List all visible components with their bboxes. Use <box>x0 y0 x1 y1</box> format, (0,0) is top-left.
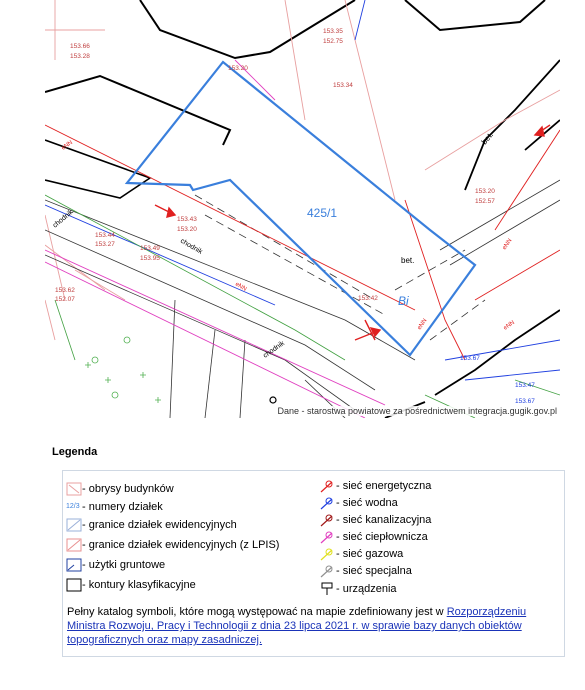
legend-item-classification: - kontury klasyfikacyjne <box>66 577 196 593</box>
map-attribution: Dane - starostwa powiatowe za pośrednictwem integracja.gugik.gov.pl <box>275 406 560 416</box>
svg-text:153.27: 153.27 <box>95 241 115 248</box>
svg-text:153.42: 153.42 <box>358 295 378 302</box>
svg-text:153.47: 153.47 <box>515 382 535 389</box>
device-symbol <box>270 397 276 403</box>
legend-item-special: - sieć specjalna <box>320 563 412 579</box>
svg-text:152.57: 152.57 <box>475 198 495 205</box>
svg-text:153.67: 153.67 <box>515 398 535 405</box>
legend-item-power: - sieć energetyczna <box>320 478 431 494</box>
svg-text:153.44: 153.44 <box>95 232 115 239</box>
legend-item-heating: - sieć ciepłownicza <box>320 529 428 545</box>
svg-text:153.62: 153.62 <box>55 287 75 294</box>
svg-text:153.34: 153.34 <box>333 82 353 89</box>
regulation-link[interactable]: Rozporządzeniu Ministra Rozwoju, Pracy i Technologii z dnia 23 lipca 2021 r. w sprawie bazy danych obiektów topograficznych oraz mapy zasadniczej. <box>67 606 527 646</box>
map-canvas <box>45 0 560 418</box>
svg-text:153.20: 153.20 <box>228 65 248 72</box>
svg-text:chodnik: chodnik <box>262 340 286 360</box>
map-view[interactable] <box>45 0 560 418</box>
svg-text:153.20: 153.20 <box>177 226 197 233</box>
legend-item-parcel-boundaries-lpis: - granice działek ewidencyjnych (z LPIS) <box>66 537 279 553</box>
land-use-label: Bi <box>398 294 409 308</box>
svg-text:152.75: 152.75 <box>323 38 343 45</box>
svg-text:eNN: eNN <box>416 317 429 332</box>
legend-item-buildings: - obrysy budynków <box>66 481 174 497</box>
street-labels <box>52 208 287 359</box>
heating-network-icon <box>320 530 336 544</box>
building-type-label: bet. <box>401 256 415 265</box>
legend-title: Legenda <box>52 446 98 458</box>
parcel-boundary-icon <box>66 518 82 532</box>
legend-item-parcel-numbers: 12/3 - numery działek <box>66 501 163 513</box>
building-outline <box>45 140 150 198</box>
flow-arrows <box>155 125 550 340</box>
special-network-icon <box>320 564 336 578</box>
land-use-icon <box>66 558 82 572</box>
elevation-labels <box>55 28 535 405</box>
heating-network <box>45 60 385 418</box>
water-network-icon <box>320 496 336 510</box>
legend-item-sewer: - sieć kanalizacyjna <box>320 512 431 528</box>
svg-text:eNN: eNN <box>502 319 516 332</box>
legend-item-land-use: - użytki gruntowe <box>66 557 165 573</box>
building-outline <box>45 76 230 145</box>
svg-text:eNN: eNN <box>501 237 514 252</box>
road-edges <box>45 180 560 418</box>
svg-text:153.49: 153.49 <box>140 245 160 252</box>
svg-text:eNN: eNN <box>60 139 74 152</box>
svg-text:eNN: eNN <box>234 281 248 293</box>
svg-text:153.66: 153.66 <box>70 43 90 50</box>
gas-network-icon <box>320 547 336 561</box>
tree-symbols <box>85 337 161 403</box>
svg-text:153.67: 153.67 <box>460 355 480 362</box>
svg-text:153.28: 153.28 <box>70 53 90 60</box>
svg-text:153.35: 153.35 <box>323 28 343 35</box>
power-network <box>45 125 560 360</box>
svg-text:153.43: 153.43 <box>177 216 197 223</box>
svg-text:chodnik: chodnik <box>179 237 204 256</box>
svg-text:chodnik: chodnik <box>51 208 75 230</box>
svg-text:153.95: 153.95 <box>140 255 160 262</box>
power-network-icon <box>320 479 336 493</box>
building-type-label-2: bet. <box>479 130 496 147</box>
building-outline <box>465 60 560 190</box>
land-use-contours <box>45 195 560 418</box>
legend-item-parcel-boundaries: - granice działek ewidencyjnych <box>66 517 237 533</box>
classification-contour-icon <box>66 578 82 592</box>
legend-note: Pełny katalog symboli, które mogą występować na mapie zdefiniowany jest w Rozporządzeniu Ministra Rozwoju, Pracy i Technologii z dnia 23 lipca 2021 r. w sprawie bazy danych obiektów topograficznych oraz mapy zasadniczej. <box>67 606 527 646</box>
building-outline-icon <box>66 482 82 496</box>
parcel-boundary-lpis-icon <box>66 538 82 552</box>
legend-panel <box>62 470 565 657</box>
legend-item-gas: - sieć gazowa <box>320 546 403 562</box>
legend-item-devices: - urządzenia <box>320 581 397 597</box>
building-outline <box>405 0 545 30</box>
svg-text:152.07: 152.07 <box>55 296 75 303</box>
svg-text:153.20: 153.20 <box>475 188 495 195</box>
parcel-number-label: 425/1 <box>307 206 338 220</box>
parcel-number-icon: 12/3 <box>66 503 80 510</box>
device-icon <box>320 582 336 596</box>
legend-item-water: - sieć wodna <box>320 495 398 511</box>
sewer-network-icon <box>320 513 336 527</box>
